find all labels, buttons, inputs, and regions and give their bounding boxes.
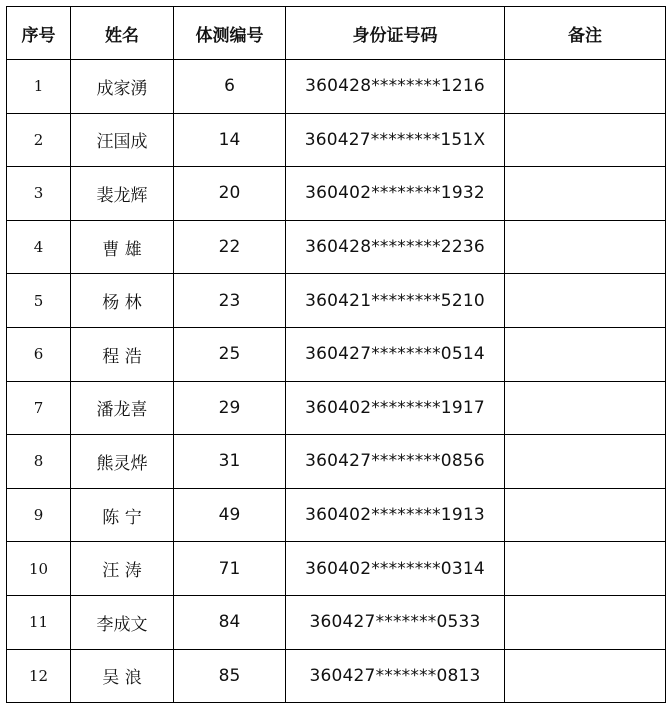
header-test-id: 体测编号 <box>174 7 286 60</box>
cell-test-id: 23 <box>174 274 286 328</box>
table-body <box>7 60 666 703</box>
cell-name: 曹 雄 <box>71 220 174 274</box>
table-row <box>7 327 666 381</box>
cell-note <box>505 488 666 542</box>
table-header <box>7 7 666 60</box>
cell-note <box>505 220 666 274</box>
cell-name: 潘龙喜 <box>71 381 174 435</box>
cell-name: 成家湧 <box>71 60 174 114</box>
cell-test-id: 85 <box>174 649 286 703</box>
cell-note <box>505 60 666 114</box>
cell-note <box>505 167 666 221</box>
table-row <box>7 595 666 649</box>
cell-seq: 2 <box>7 113 71 167</box>
cell-id-number: 360427********0856 <box>286 435 505 489</box>
cell-seq: 6 <box>7 327 71 381</box>
cell-note <box>505 649 666 703</box>
table-row <box>7 274 666 328</box>
table-row <box>7 220 666 274</box>
header-note: 备注 <box>505 7 666 60</box>
cell-test-id: 49 <box>174 488 286 542</box>
table-row <box>7 167 666 221</box>
cell-note <box>505 327 666 381</box>
cell-name: 李成文 <box>71 595 174 649</box>
cell-id-number: 360428********2236 <box>286 220 505 274</box>
header-row <box>7 7 666 60</box>
cell-id-number: 360427********0514 <box>286 327 505 381</box>
cell-name: 程 浩 <box>71 327 174 381</box>
cell-note <box>505 435 666 489</box>
cell-test-id: 22 <box>174 220 286 274</box>
cell-test-id: 71 <box>174 542 286 596</box>
cell-seq: 8 <box>7 435 71 489</box>
cell-note <box>505 274 666 328</box>
cell-test-id: 6 <box>174 60 286 114</box>
cell-id-number: 360421********5210 <box>286 274 505 328</box>
cell-name: 裴龙辉 <box>71 167 174 221</box>
cell-test-id: 31 <box>174 435 286 489</box>
cell-test-id: 29 <box>174 381 286 435</box>
table-row <box>7 113 666 167</box>
table-row <box>7 649 666 703</box>
cell-note <box>505 113 666 167</box>
roster-table <box>6 6 666 703</box>
cell-seq: 1 <box>7 60 71 114</box>
cell-seq: 10 <box>7 542 71 596</box>
cell-id-number: 360427*******0533 <box>286 595 505 649</box>
roster-sheet <box>6 6 666 703</box>
cell-name: 吴 浪 <box>71 649 174 703</box>
cell-test-id: 84 <box>174 595 286 649</box>
cell-test-id: 20 <box>174 167 286 221</box>
table-row <box>7 488 666 542</box>
cell-seq: 4 <box>7 220 71 274</box>
cell-id-number: 360427********151X <box>286 113 505 167</box>
cell-name: 杨 林 <box>71 274 174 328</box>
cell-name: 汪国成 <box>71 113 174 167</box>
table-row <box>7 381 666 435</box>
cell-id-number: 360427*******0813 <box>286 649 505 703</box>
cell-test-id: 14 <box>174 113 286 167</box>
cell-seq: 5 <box>7 274 71 328</box>
header-name: 姓名 <box>71 7 174 60</box>
header-id-number: 身份证号码 <box>286 7 505 60</box>
cell-seq: 9 <box>7 488 71 542</box>
cell-id-number: 360402********1917 <box>286 381 505 435</box>
cell-id-number: 360428********1216 <box>286 60 505 114</box>
cell-name: 熊灵烨 <box>71 435 174 489</box>
cell-seq: 7 <box>7 381 71 435</box>
cell-note <box>505 595 666 649</box>
cell-seq: 12 <box>7 649 71 703</box>
table-row <box>7 60 666 114</box>
cell-id-number: 360402********1932 <box>286 167 505 221</box>
cell-note <box>505 381 666 435</box>
cell-name: 汪 涛 <box>71 542 174 596</box>
cell-id-number: 360402********1913 <box>286 488 505 542</box>
cell-seq: 3 <box>7 167 71 221</box>
cell-note <box>505 542 666 596</box>
table-row <box>7 435 666 489</box>
table-row <box>7 542 666 596</box>
cell-seq: 11 <box>7 595 71 649</box>
cell-name: 陈 宁 <box>71 488 174 542</box>
cell-id-number: 360402********0314 <box>286 542 505 596</box>
header-seq: 序号 <box>7 7 71 60</box>
cell-test-id: 25 <box>174 327 286 381</box>
